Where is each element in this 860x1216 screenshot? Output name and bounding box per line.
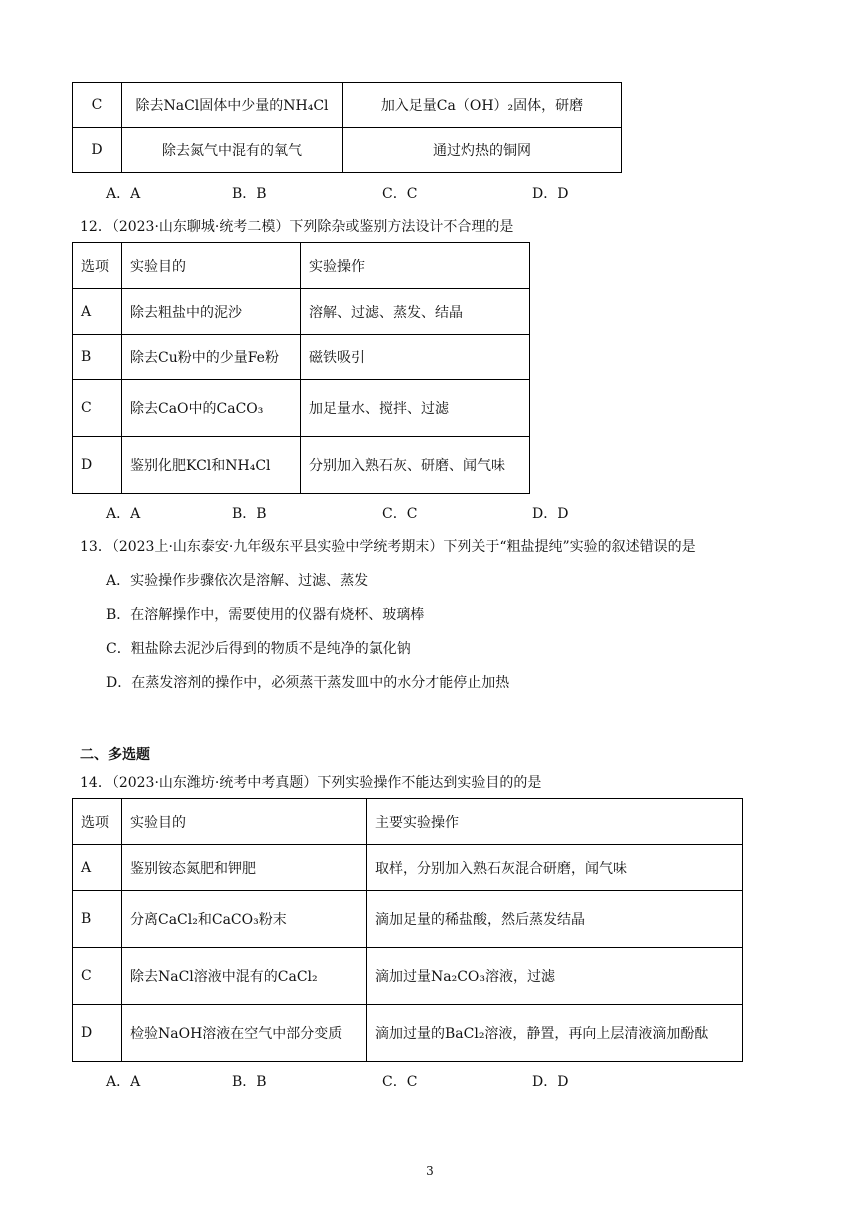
purpose-cell: 除去NaCl固体中少量的NH₄Cl: [122, 83, 343, 128]
table-row: [73, 845, 743, 891]
operation-cell: 滴加足量的稀盐酸，然后蒸发结晶: [367, 891, 743, 948]
table-row: [73, 83, 622, 128]
q12-table: [72, 242, 530, 494]
purpose-cell: 除去粗盐中的泥沙: [122, 289, 301, 335]
q13-option-c[interactable]: C．粗盐除去泥沙后得到的物质不是纯净的氯化钠: [106, 641, 411, 657]
choice-b[interactable]: B．B: [232, 186, 267, 202]
choice-c[interactable]: C．C: [382, 1074, 418, 1090]
option-cell: C: [73, 380, 122, 437]
header-option: 选项: [73, 799, 122, 845]
table-row: [73, 437, 530, 494]
choice-a[interactable]: A．A: [106, 186, 141, 202]
choice-a[interactable]: A．A: [106, 506, 141, 522]
question-14-stem: 14．（2023·山东潍坊·统考中考真题）下列实验操作不能达到实验目的的是: [80, 775, 542, 791]
operation-cell: 滴加过量Na₂CO₃溶液，过滤: [367, 948, 743, 1005]
option-cell: C: [73, 83, 122, 128]
choice-d[interactable]: D．D: [532, 506, 569, 522]
choice-c[interactable]: C．C: [382, 506, 418, 522]
option-cell: D: [73, 1005, 122, 1062]
choice-b[interactable]: B．B: [232, 506, 267, 522]
operation-cell: 加入足量Ca（OH）₂固体，研磨: [343, 83, 622, 128]
option-cell: C: [73, 948, 122, 1005]
header-purpose: 实验目的: [122, 799, 367, 845]
choice-b[interactable]: B．B: [232, 1074, 267, 1090]
q13-option-a[interactable]: A．实验操作步骤依次是溶解、过滤、蒸发: [106, 573, 369, 589]
operation-cell: 通过灼热的铜网: [343, 128, 622, 173]
purpose-cell: 除去Cu粉中的少量Fe粉: [122, 335, 301, 380]
table-row: [73, 948, 743, 1005]
option-cell: D: [73, 437, 122, 494]
header-operation: 实验操作: [301, 243, 530, 289]
option-cell: D: [73, 128, 122, 173]
header-option: 选项: [73, 243, 122, 289]
q13-option-b[interactable]: B．在溶解操作中，需要使用的仪器有烧杯、玻璃棒: [106, 607, 425, 623]
operation-cell: 滴加过量的BaCl₂溶液，静置，再向上层清液滴加酚酞: [367, 1005, 743, 1062]
section-title: 二、多选题: [80, 747, 150, 763]
table-row: [73, 335, 530, 380]
purpose-cell: 鉴别化肥KCl和NH₄Cl: [122, 437, 301, 494]
q13-option-d[interactable]: D．在蒸发溶剂的操作中，必须蒸干蒸发皿中的水分才能停止加热: [106, 675, 510, 691]
table-row: [73, 289, 530, 335]
table-row: [73, 1005, 743, 1062]
top-table: [72, 82, 622, 173]
purpose-cell: 分离CaCl₂和CaCO₃粉末: [122, 891, 367, 948]
purpose-cell: 除去CaO中的CaCO₃: [122, 380, 301, 437]
purpose-cell: 除去NaCl溶液中混有的CaCl₂: [122, 948, 367, 1005]
choice-c[interactable]: C．C: [382, 186, 418, 202]
choice-a[interactable]: A．A: [106, 1074, 141, 1090]
table-row: [73, 128, 622, 173]
purpose-cell: 鉴别铵态氮肥和钾肥: [122, 845, 367, 891]
choice-d[interactable]: D．D: [532, 1074, 569, 1090]
table-row: [73, 380, 530, 437]
table-header-row: [73, 799, 743, 845]
option-cell: A: [73, 845, 122, 891]
header-purpose: 实验目的: [122, 243, 301, 289]
option-cell: B: [73, 891, 122, 948]
table-header-row: [73, 243, 530, 289]
page-number: 3: [426, 1164, 434, 1178]
purpose-cell: 检验NaOH溶液在空气中部分变质: [122, 1005, 367, 1062]
choice-d[interactable]: D．D: [532, 186, 569, 202]
operation-cell: 加足量水、搅拌、过滤: [301, 380, 530, 437]
operation-cell: 分别加入熟石灰、研磨、闻气味: [301, 437, 530, 494]
option-cell: B: [73, 335, 122, 380]
q14-table: [72, 798, 743, 1062]
option-cell: A: [73, 289, 122, 335]
question-13-stem: 13．（2023上·山东泰安·九年级东平县实验中学统考期末）下列关于“粗盐提纯”实验的叙述错误的是: [80, 539, 696, 555]
operation-cell: 取样，分别加入熟石灰混合研磨，闻气味: [367, 845, 743, 891]
operation-cell: 溶解、过滤、蒸发、结晶: [301, 289, 530, 335]
header-operation: 主要实验操作: [367, 799, 743, 845]
table-row: [73, 891, 743, 948]
operation-cell: 磁铁吸引: [301, 335, 530, 380]
question-12-stem: 12．（2023·山东聊城·统考二模）下列除杂或鉴别方法设计不合理的是: [80, 219, 514, 235]
purpose-cell: 除去氮气中混有的氧气: [122, 128, 343, 173]
